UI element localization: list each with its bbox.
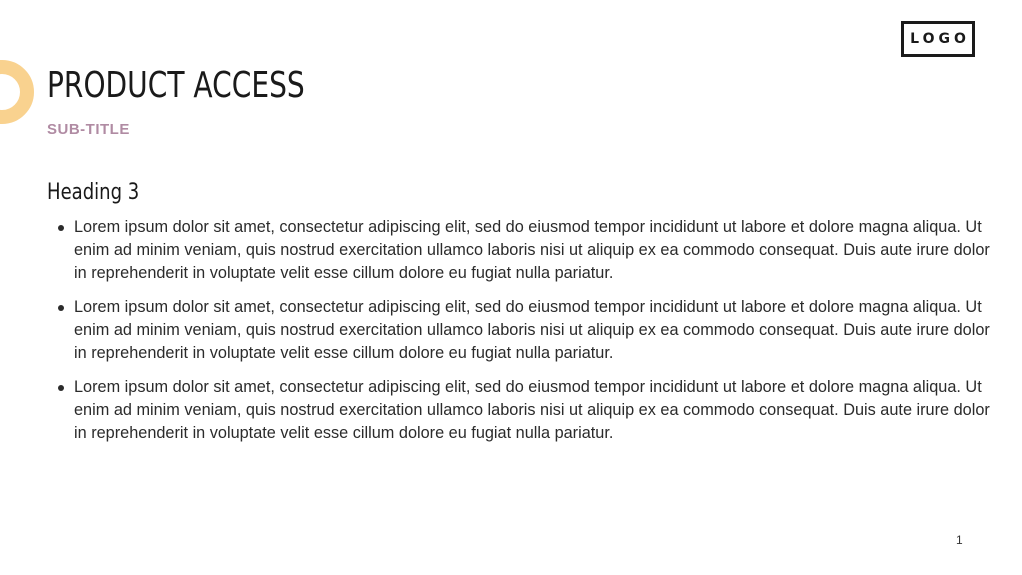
bullet-text: Lorem ipsum dolor sit amet, consectetur adipiscing elit, sed do eiusmod tempor incididunt ut labore et dolore magna aliqua. Ut enim ad minim veniam, quis nostrud exercitation ullamco laboris nisi ut aliquip ex ea commodo consequat. Duis aute irure dolor in reprehenderit in voluptate velit esse cillum dolore eu fugiat nulla pariatur.: [74, 218, 990, 282]
bullet-dot-icon: [58, 305, 64, 311]
bullet-text: Lorem ipsum dolor sit amet, consectetur adipiscing elit, sed do eiusmod tempor incididunt ut labore et dolore magna aliqua. Ut enim ad minim veniam, quis nostrud exercitation ullamco laboris nisi ut aliquip ex ea commodo consequat. Duis aute irure dolor in reprehenderit in voluptate velit esse cillum dolore eu fugiat nulla pariatur.: [74, 298, 990, 362]
bullet-dot-icon: [58, 225, 64, 231]
bullet-item: [74, 376, 994, 445]
bullet-text: Lorem ipsum dolor sit amet, consectetur adipiscing elit, sed do eiusmod tempor incididunt ut labore et dolore magna aliqua. Ut enim ad minim veniam, quis nostrud exercitation ullamco laboris nisi ut aliquip ex ea commodo consequat. Duis aute irure dolor in reprehenderit in voluptate velit esse cillum dolore eu fugiat nulla pariatur.: [74, 378, 990, 442]
slide-subtitle: SUB-TITLE: [47, 121, 130, 138]
bullet-item: [74, 216, 994, 285]
slide-title: PRODUCT ACCESS: [47, 65, 305, 106]
logo-text: LOGO: [910, 31, 970, 47]
logo: [901, 21, 975, 57]
bullet-list: [74, 216, 994, 456]
section-heading: Heading 3: [47, 180, 140, 205]
accent-ring-decoration: [0, 60, 34, 124]
bullet-dot-icon: [58, 385, 64, 391]
page-number: 1: [956, 533, 963, 547]
bullet-item: [74, 296, 994, 365]
